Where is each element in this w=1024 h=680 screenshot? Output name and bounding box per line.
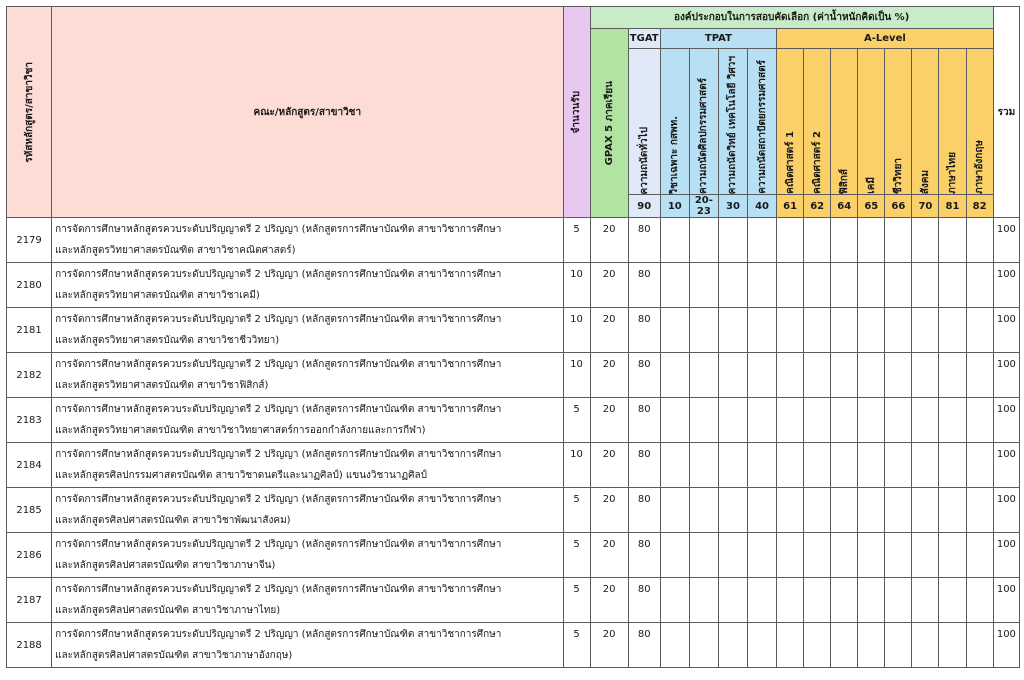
program-name-line2: และหลักสูตรวิทยาศาสตรบัณฑิต สาขาวิชาคณิตศาสตร์): [55, 245, 296, 256]
total-weight: 100: [993, 353, 1019, 398]
subject-header-8: [858, 49, 885, 195]
empty-weight-cell: [939, 533, 966, 578]
empty-weight-cell: [966, 488, 993, 533]
empty-weight-cell: [885, 488, 912, 533]
empty-weight-cell: [747, 578, 776, 623]
empty-weight-cell: [912, 353, 939, 398]
subject-name: ความถนัดศิลปกรรมศาสตร์: [698, 77, 710, 194]
program-name: [52, 488, 563, 533]
empty-weight-cell: [660, 218, 689, 263]
empty-weight-cell: [660, 398, 689, 443]
subject-name: วิชาเฉพาะ กสพท.: [669, 115, 681, 194]
subject-name: ชีววิทยา: [892, 157, 904, 194]
total-weight: 100: [993, 308, 1019, 353]
empty-weight-cell: [831, 263, 858, 308]
empty-weight-cell: [885, 533, 912, 578]
empty-weight-cell: [689, 263, 718, 308]
empty-weight-cell: [939, 443, 966, 488]
program-name-line2: และหลักสูตรศิลปศาสตรบัณฑิต สาขาวิชาภาษาอังกฤษ): [55, 650, 293, 661]
gpax-weight: 20: [590, 488, 628, 533]
program-name: [52, 623, 563, 668]
seats-value: 5: [563, 533, 590, 578]
empty-weight-cell: [831, 308, 858, 353]
tgat-weight: 80: [628, 623, 660, 668]
program-name-line2: และหลักสูตรศิลปศาสตรบัณฑิต สาขาวิชาภาษาไทย): [55, 605, 281, 616]
alevel-group-label: A-Level: [864, 33, 906, 44]
tgat-weight: 80: [628, 488, 660, 533]
empty-weight-cell: [689, 443, 718, 488]
subject-code: 70: [912, 195, 939, 218]
empty-weight-cell: [939, 218, 966, 263]
empty-weight-cell: [939, 623, 966, 668]
empty-weight-cell: [858, 623, 885, 668]
empty-weight-cell: [831, 533, 858, 578]
subject-name: ฟิสิกส์: [838, 168, 850, 194]
tgat-weight: 80: [628, 263, 660, 308]
empty-weight-cell: [660, 488, 689, 533]
program-code: 2188: [7, 623, 52, 668]
subject-code: 10: [660, 195, 689, 218]
program-name-line1: การจัดการศึกษาหลักสูตรควบระดับปริญญาตรี 2 ปริญญา (หลักสูตรการศึกษาบัณฑิต สาขาวิชาการศึกษา: [55, 404, 502, 415]
empty-weight-cell: [747, 533, 776, 578]
seats-column-label: จำนวนรับ: [571, 90, 583, 134]
empty-weight-cell: [858, 488, 885, 533]
total-weight: 100: [993, 263, 1019, 308]
seats-column-header: [563, 7, 590, 218]
subject-header-12: [966, 49, 993, 195]
gpax-column-label: GPAX 5 ภาคเรียน: [603, 80, 615, 166]
empty-weight-cell: [777, 578, 804, 623]
gpax-weight: 20: [590, 398, 628, 443]
empty-weight-cell: [858, 578, 885, 623]
empty-weight-cell: [966, 443, 993, 488]
empty-weight-cell: [718, 533, 747, 578]
program-name: [52, 398, 563, 443]
empty-weight-cell: [858, 353, 885, 398]
subject-code: 64: [831, 195, 858, 218]
subject-code: 81: [939, 195, 966, 218]
admission-table: [6, 6, 1020, 668]
gpax-weight: 20: [590, 578, 628, 623]
program-name-line1: การจัดการศึกษาหลักสูตรควบระดับปริญญาตรี 2 ปริญญา (หลักสูตรการศึกษาบัณฑิต สาขาวิชาการศึกษา: [55, 224, 502, 235]
subject-name: สังคม: [919, 169, 931, 194]
program-code: 2184: [7, 443, 52, 488]
seats-value: 5: [563, 488, 590, 533]
empty-weight-cell: [939, 488, 966, 533]
empty-weight-cell: [966, 308, 993, 353]
table-header: [7, 7, 1020, 218]
empty-weight-cell: [939, 398, 966, 443]
empty-weight-cell: [689, 488, 718, 533]
empty-weight-cell: [912, 263, 939, 308]
program-name-line1: การจัดการศึกษาหลักสูตรควบระดับปริญญาตรี 2 ปริญญา (หลักสูตรการศึกษาบัณฑิต สาขาวิชาการศึกษา: [55, 359, 502, 370]
subject-name: ความถนัดสถาปัตยกรรมศาสตร์: [756, 60, 768, 194]
empty-weight-cell: [858, 533, 885, 578]
empty-weight-cell: [777, 488, 804, 533]
program-name-line2: และหลักสูตรศิลปศาสตรบัณฑิต สาขาวิชาภาษาจีน): [55, 560, 276, 571]
total-weight: 100: [993, 533, 1019, 578]
tpat-group-label: TPAT: [704, 33, 732, 44]
subject-header-0: [628, 49, 660, 195]
empty-weight-cell: [831, 398, 858, 443]
empty-weight-cell: [912, 488, 939, 533]
tgat-weight: 80: [628, 443, 660, 488]
empty-weight-cell: [831, 443, 858, 488]
alevel-group-header: [777, 29, 994, 49]
table-body: [7, 218, 1020, 668]
program-name: [52, 443, 563, 488]
empty-weight-cell: [966, 623, 993, 668]
seats-value: 10: [563, 353, 590, 398]
tgat-group-header: [628, 29, 660, 49]
table-row: [7, 578, 1020, 623]
subject-header-11: [939, 49, 966, 195]
empty-weight-cell: [777, 263, 804, 308]
empty-weight-cell: [747, 488, 776, 533]
empty-weight-cell: [747, 308, 776, 353]
program-code: 2183: [7, 398, 52, 443]
gpax-column-header: [590, 29, 628, 218]
subject-name: คณิตศาสตร์ 2: [811, 131, 823, 194]
subject-code: 82: [966, 195, 993, 218]
empty-weight-cell: [966, 398, 993, 443]
seats-value: 5: [563, 398, 590, 443]
empty-weight-cell: [831, 353, 858, 398]
empty-weight-cell: [718, 488, 747, 533]
empty-weight-cell: [747, 263, 776, 308]
subject-name: คณิตศาสตร์ 1: [784, 131, 796, 194]
subject-header-3: [718, 49, 747, 195]
empty-weight-cell: [777, 308, 804, 353]
table-row: [7, 398, 1020, 443]
code-column-label: รหัสหลักสูตร/สาขาวิชา: [23, 61, 35, 163]
empty-weight-cell: [912, 533, 939, 578]
total-weight: 100: [993, 443, 1019, 488]
subject-code: 65: [858, 195, 885, 218]
empty-weight-cell: [718, 623, 747, 668]
empty-weight-cell: [747, 443, 776, 488]
empty-weight-cell: [747, 623, 776, 668]
seats-value: 10: [563, 263, 590, 308]
empty-weight-cell: [777, 533, 804, 578]
program-name: [52, 263, 563, 308]
program-name-line1: การจัดการศึกษาหลักสูตรควบระดับปริญญาตรี 2 ปริญญา (หลักสูตรการศึกษาบัณฑิต สาขาวิชาการศึกษา: [55, 269, 502, 280]
table-row: [7, 623, 1020, 668]
gpax-weight: 20: [590, 308, 628, 353]
empty-weight-cell: [804, 578, 831, 623]
seats-value: 5: [563, 578, 590, 623]
subject-header-1: [660, 49, 689, 195]
total-weight: 100: [993, 488, 1019, 533]
empty-weight-cell: [885, 578, 912, 623]
empty-weight-cell: [660, 533, 689, 578]
empty-weight-cell: [689, 578, 718, 623]
empty-weight-cell: [885, 623, 912, 668]
empty-weight-cell: [858, 218, 885, 263]
gpax-weight: 20: [590, 443, 628, 488]
empty-weight-cell: [660, 578, 689, 623]
table-row: [7, 308, 1020, 353]
program-name-line2: และหลักสูตรวิทยาศาสตรบัณฑิต สาขาวิชาเคมี): [55, 290, 260, 301]
program-code: 2185: [7, 488, 52, 533]
empty-weight-cell: [912, 623, 939, 668]
program-name: [52, 308, 563, 353]
total-weight: 100: [993, 623, 1019, 668]
empty-weight-cell: [966, 218, 993, 263]
gpax-weight: 20: [590, 263, 628, 308]
faculty-column-label: คณะ/หลักสูตร/สาขาวิชา: [253, 106, 362, 118]
empty-weight-cell: [939, 263, 966, 308]
seats-value: 10: [563, 308, 590, 353]
empty-weight-cell: [912, 443, 939, 488]
empty-weight-cell: [804, 308, 831, 353]
empty-weight-cell: [804, 488, 831, 533]
subject-name: ความถนัดทั่วไป: [638, 126, 650, 194]
tgat-weight: 80: [628, 353, 660, 398]
tgat-weight: 80: [628, 533, 660, 578]
faculty-column-header: [52, 7, 563, 218]
empty-weight-cell: [885, 263, 912, 308]
empty-weight-cell: [885, 218, 912, 263]
subject-header-5: [777, 49, 804, 195]
empty-weight-cell: [689, 623, 718, 668]
empty-weight-cell: [966, 533, 993, 578]
empty-weight-cell: [912, 578, 939, 623]
subject-header-2: [689, 49, 718, 195]
program-name: [52, 353, 563, 398]
empty-weight-cell: [660, 443, 689, 488]
program-name-line2: และหลักสูตรวิทยาศาสตรบัณฑิต สาขาวิชาฟิสิกส์): [55, 380, 269, 391]
gpax-weight: 20: [590, 623, 628, 668]
program-code: 2181: [7, 308, 52, 353]
seats-value: 10: [563, 443, 590, 488]
subject-code: 40: [747, 195, 776, 218]
subject-code: 90: [628, 195, 660, 218]
admission-table-container: [6, 6, 1020, 668]
empty-weight-cell: [858, 398, 885, 443]
subject-code: 66: [885, 195, 912, 218]
tgat-weight: 80: [628, 578, 660, 623]
tgat-weight: 80: [628, 218, 660, 263]
program-name-line1: การจัดการศึกษาหลักสูตรควบระดับปริญญาตรี 2 ปริญญา (หลักสูตรการศึกษาบัณฑิต สาขาวิชาการศึกษา: [55, 539, 502, 550]
empty-weight-cell: [939, 353, 966, 398]
empty-weight-cell: [885, 443, 912, 488]
program-code: 2179: [7, 218, 52, 263]
subject-header-9: [885, 49, 912, 195]
program-code: 2187: [7, 578, 52, 623]
subject-name: ความถนัดวิทย์ เทคโนโลยี วิศวฯ: [727, 55, 739, 194]
empty-weight-cell: [689, 308, 718, 353]
empty-weight-cell: [718, 578, 747, 623]
empty-weight-cell: [831, 578, 858, 623]
total-column-header: [993, 7, 1019, 218]
empty-weight-cell: [689, 353, 718, 398]
tgat-group-label: TGAT: [629, 33, 659, 44]
subject-header-6: [804, 49, 831, 195]
table-row: [7, 443, 1020, 488]
empty-weight-cell: [804, 623, 831, 668]
empty-weight-cell: [689, 218, 718, 263]
empty-weight-cell: [718, 308, 747, 353]
program-name: [52, 218, 563, 263]
empty-weight-cell: [858, 308, 885, 353]
subject-name: ภาษาอังกฤษ: [974, 139, 986, 194]
empty-weight-cell: [885, 353, 912, 398]
empty-weight-cell: [912, 308, 939, 353]
empty-weight-cell: [747, 218, 776, 263]
subject-header-10: [912, 49, 939, 195]
empty-weight-cell: [831, 623, 858, 668]
empty-weight-cell: [966, 263, 993, 308]
empty-weight-cell: [804, 533, 831, 578]
empty-weight-cell: [831, 218, 858, 263]
gpax-weight: 20: [590, 353, 628, 398]
empty-weight-cell: [777, 398, 804, 443]
empty-weight-cell: [912, 398, 939, 443]
empty-weight-cell: [804, 443, 831, 488]
table-row: [7, 533, 1020, 578]
empty-weight-cell: [660, 308, 689, 353]
program-name-line1: การจัดการศึกษาหลักสูตรควบระดับปริญญาตรี 2 ปริญญา (หลักสูตรการศึกษาบัณฑิต สาขาวิชาการศึกษา: [55, 629, 502, 640]
empty-weight-cell: [660, 353, 689, 398]
empty-weight-cell: [804, 218, 831, 263]
program-code: 2182: [7, 353, 52, 398]
total-column-label: รวม: [997, 106, 1016, 118]
empty-weight-cell: [718, 263, 747, 308]
subject-code: 20-23: [689, 195, 718, 218]
total-weight: 100: [993, 218, 1019, 263]
program-name-line2: และหลักสูตรศิลปศาสตรบัณฑิต สาขาวิชาพัฒนาสังคม): [55, 515, 291, 526]
program-code: 2180: [7, 263, 52, 308]
components-header: [590, 7, 993, 29]
empty-weight-cell: [804, 263, 831, 308]
subject-header-4: [747, 49, 776, 195]
empty-weight-cell: [804, 398, 831, 443]
program-code: 2186: [7, 533, 52, 578]
empty-weight-cell: [939, 308, 966, 353]
program-name-line2: และหลักสูตรวิทยาศาสตรบัณฑิต สาขาวิชาชีววิทยา): [55, 335, 280, 346]
empty-weight-cell: [966, 353, 993, 398]
gpax-weight: 20: [590, 218, 628, 263]
empty-weight-cell: [966, 578, 993, 623]
program-name-line1: การจัดการศึกษาหลักสูตรควบระดับปริญญาตรี 2 ปริญญา (หลักสูตรการศึกษาบัณฑิต สาขาวิชาการศึกษา: [55, 494, 502, 505]
tpat-group-header: [660, 29, 776, 49]
subject-name: เคมี: [865, 177, 877, 194]
empty-weight-cell: [660, 623, 689, 668]
empty-weight-cell: [777, 353, 804, 398]
code-column-header: [7, 7, 52, 218]
seats-value: 5: [563, 623, 590, 668]
empty-weight-cell: [858, 443, 885, 488]
program-name-line1: การจัดการศึกษาหลักสูตรควบระดับปริญญาตรี 2 ปริญญา (หลักสูตรการศึกษาบัณฑิต สาขาวิชาการศึกษา: [55, 314, 502, 325]
empty-weight-cell: [777, 623, 804, 668]
program-name-line1: การจัดการศึกษาหลักสูตรควบระดับปริญญาตรี 2 ปริญญา (หลักสูตรการศึกษาบัณฑิต สาขาวิชาการศึกษา: [55, 584, 502, 595]
empty-weight-cell: [912, 218, 939, 263]
empty-weight-cell: [689, 398, 718, 443]
empty-weight-cell: [660, 263, 689, 308]
empty-weight-cell: [939, 578, 966, 623]
empty-weight-cell: [777, 443, 804, 488]
seats-value: 5: [563, 218, 590, 263]
empty-weight-cell: [718, 353, 747, 398]
program-name: [52, 578, 563, 623]
subject-code: 62: [804, 195, 831, 218]
subject-name: ภาษาไทย: [946, 152, 958, 194]
empty-weight-cell: [885, 398, 912, 443]
program-name: [52, 533, 563, 578]
empty-weight-cell: [747, 353, 776, 398]
empty-weight-cell: [718, 218, 747, 263]
table-row: [7, 353, 1020, 398]
empty-weight-cell: [858, 263, 885, 308]
program-name-line1: การจัดการศึกษาหลักสูตรควบระดับปริญญาตรี 2 ปริญญา (หลักสูตรการศึกษาบัณฑิต สาขาวิชาการศึกษา: [55, 449, 502, 460]
subject-header-7: [831, 49, 858, 195]
empty-weight-cell: [885, 308, 912, 353]
empty-weight-cell: [718, 443, 747, 488]
empty-weight-cell: [831, 488, 858, 533]
empty-weight-cell: [718, 398, 747, 443]
total-weight: 100: [993, 398, 1019, 443]
empty-weight-cell: [777, 218, 804, 263]
empty-weight-cell: [804, 353, 831, 398]
table-row: [7, 488, 1020, 533]
empty-weight-cell: [747, 398, 776, 443]
empty-weight-cell: [689, 533, 718, 578]
tgat-weight: 80: [628, 308, 660, 353]
tgat-weight: 80: [628, 398, 660, 443]
subject-code: 61: [777, 195, 804, 218]
gpax-weight: 20: [590, 533, 628, 578]
program-name-line2: และหลักสูตรวิทยาศาสตรบัณฑิต สาขาวิชาวิทยาศาสตร์การออกกำลังกายและการกีฬา): [55, 425, 426, 436]
subject-code: 30: [718, 195, 747, 218]
table-row: [7, 263, 1020, 308]
components-label: องค์ประกอบในการสอบคัดเลือก (ค่าน้ำหนักคิดเป็น %): [674, 12, 910, 23]
total-weight: 100: [993, 578, 1019, 623]
table-row: [7, 218, 1020, 263]
program-name-line2: และหลักสูตรศิลปกรรมศาสตรบัณฑิต สาขาวิชาดนตรีและนาฏศิลป์) แขนงวิชานาฏศิลป์: [55, 470, 427, 481]
